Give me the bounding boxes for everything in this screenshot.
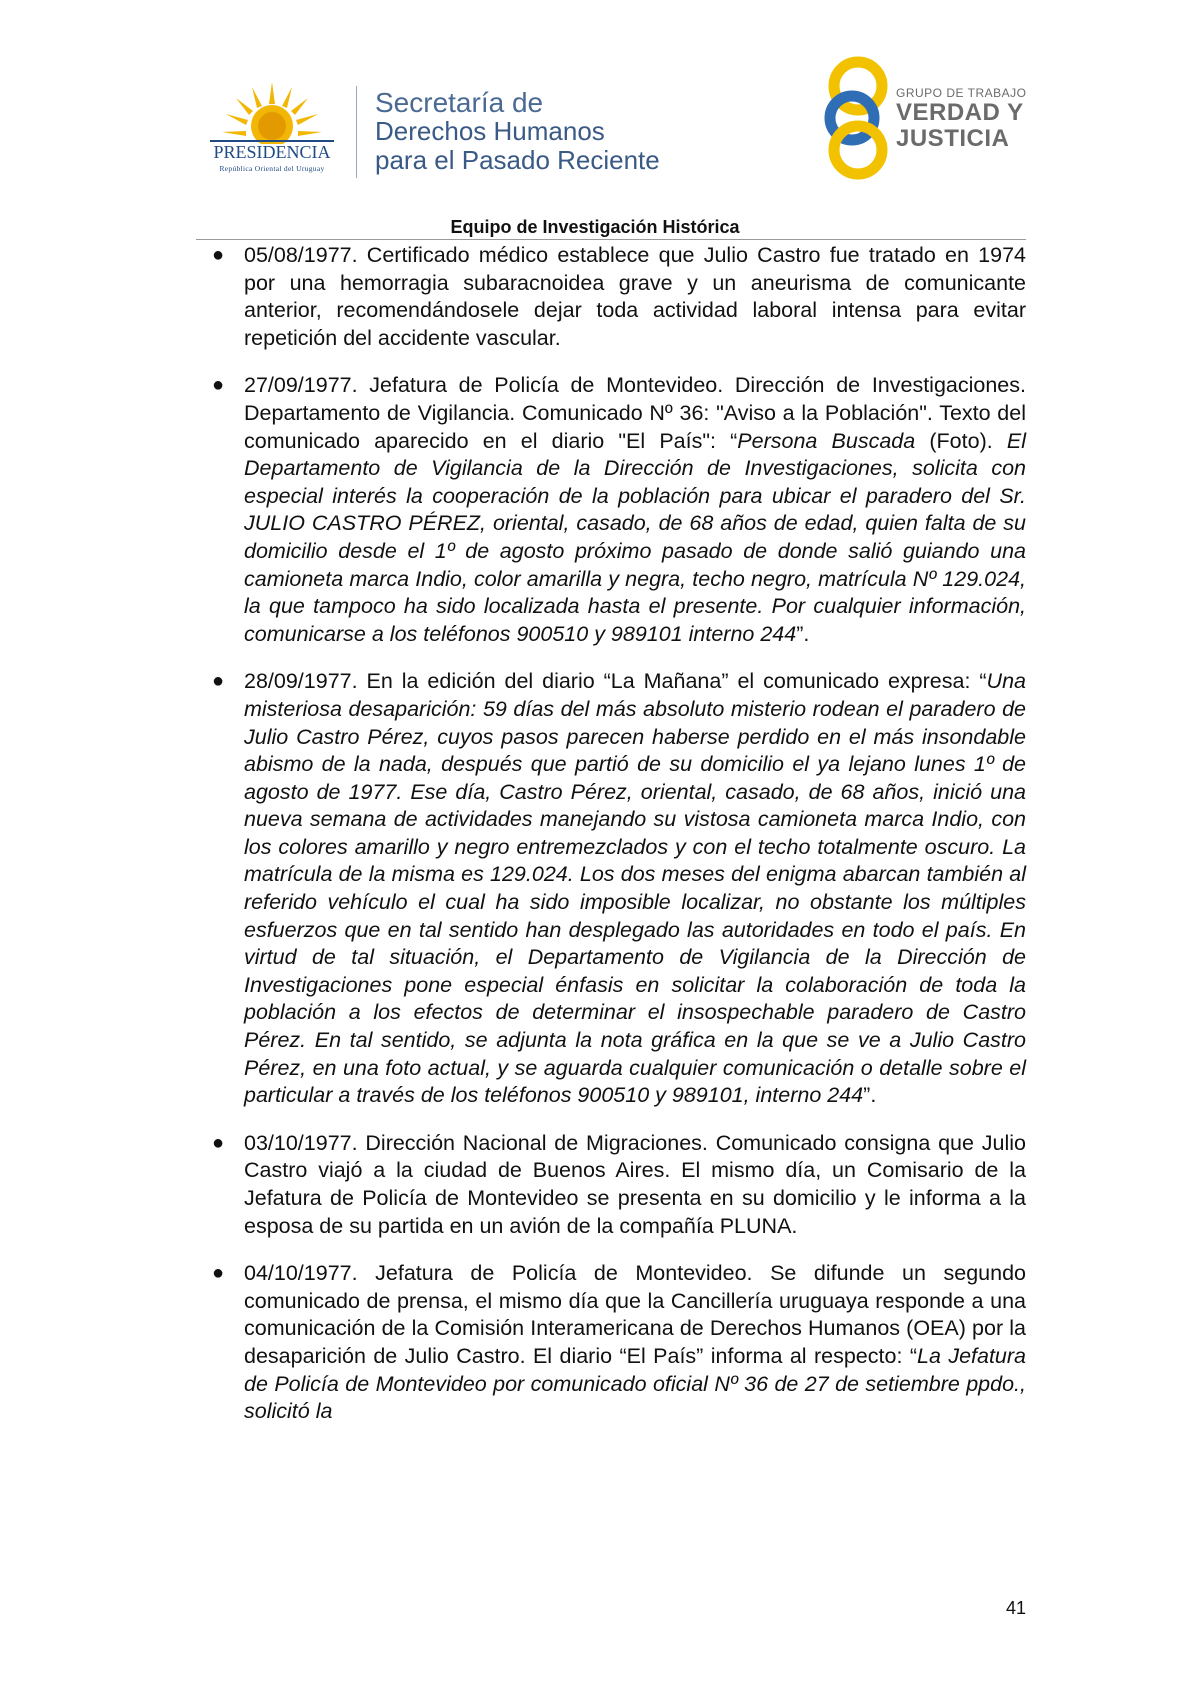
list-item	[200, 1130, 1026, 1240]
presidencia-subtitle: República Oriental del Uruguay	[219, 164, 325, 173]
entry-italic: Una misteriosa desaparición: 59 días del más absoluto misterio rodean el paradero de Julio Castro Pérez, cuyos pasos parecen haberse perdido en el más insondable abismo de la nada, después que partió de su domicilio el ya lejano lunes 1º de agosto de 1977. Ese día, Castro Pérez, oriental, casado, de 68 años, inició una nueva semana de actividades manejando su vistosa camioneta marca Indio, con los colores amarillo y negro entremezclados y con el techo totalmente oscuro. La matrícula de la misma es 129.024. Los dos meses del enigma abarcan también al referido vehículo el cual ha sido imposible localizar, no obstante los múltiples esfuerzos que en tal sentido han desplegado las autoridades en todo el país. En virtud de tal situación, el Departamento de Vigilancia de la Dirección de Investigaciones pone especial énfasis en solicitar la colaboración de toda la población a los efectos de determinar el insospechable paradero de Castro Pérez. En tal sentido, se adjunta la nota gráfica en la que se ve a Julio Castro Pérez, en una foto actual, y se aguarda cualquier comunicación o detalle sobre el particular a través de los teléfonos 900510 y 989101, interno 244	[244, 669, 1026, 1108]
entry-text	[244, 668, 1026, 1110]
presidencia-logo	[196, 78, 348, 178]
entry-plain: ”.	[796, 621, 810, 646]
bullet-icon: ●	[212, 374, 225, 397]
sun-icon	[196, 78, 348, 144]
entry-plain: 05/08/1977. Certificado médico establece que Julio Castro fue tratado en 1974 por una hemorragia subaracnoidea grave y un aneurisma de comunicante anterior, recomendándosele dejar toda actividad laboral intensa para evitar repetición del accidente vascular.	[244, 243, 1026, 350]
presidencia-name: PRESIDENCIA	[213, 142, 331, 162]
logo-divider	[356, 86, 357, 178]
rings-icon	[818, 56, 898, 180]
bullet-icon: ●	[212, 670, 225, 693]
entry-plain: (Foto).	[915, 428, 1007, 453]
document-header	[0, 0, 1190, 220]
entry-text	[244, 372, 1026, 648]
verdad-justicia-text	[896, 86, 1026, 152]
secretaria-line2: Derechos Humanos	[375, 116, 605, 146]
team-title: Equipo de Investigación Histórica	[450, 217, 740, 237]
list-item	[200, 372, 1026, 648]
entry-text	[244, 1260, 1026, 1426]
secretaria-line1: Secretaría de	[375, 87, 544, 118]
list-item	[200, 668, 1026, 1110]
list-item	[200, 242, 1026, 352]
header-rule	[196, 239, 1026, 240]
entry-plain: 27/09/1977. Jefatura de Policía de Montevideo. Dirección de Investigaciones. Departamento de Vigilancia. Comunicado Nº 36: "Aviso a la Población". Texto del comunicado aparecido en el diario "El País": “	[244, 373, 1026, 453]
secretaria-line3: para el Pasado Reciente	[375, 145, 660, 175]
entry-plain: ”.	[863, 1083, 877, 1108]
entry-italic: La Jefatura de Policía de Montevideo por comunicado oficial Nº 36 de 27 de setiembre ppdo., solicitó la	[244, 1343, 1027, 1424]
bullet-icon: ●	[212, 1131, 225, 1154]
entry-plain: 03/10/1977. Dirección Nacional de Migraciones. Comunicado consigna que Julio Castro viajó a la ciudad de Buenos Aires. El mismo día, un Comisario de la Jefatura de Policía de Montevideo se presenta en su domicilio y le informa a la esposa de su partida en un avión de la compañía PLUNA.	[244, 1130, 1026, 1238]
entry-plain: 04/10/1977. Jefatura de Policía de Montevideo. Se difunde un segundo comunicado de prensa, el mismo día que la Cancillería uruguaya responde a una comunicación de la Comisión Interamericana de Derechos Humanos (OEA) por la desaparición de Julio Castro. El diario “El País” informa al respecto: “	[244, 1261, 1026, 1368]
secretaria-logo	[375, 88, 715, 175]
gtvj-line1: VERDAD Y	[896, 99, 1024, 126]
entries-list	[200, 242, 1026, 1446]
gtvj-small-label: GRUPO DE TRABAJO	[896, 86, 1027, 100]
bullet-icon: ●	[212, 244, 225, 266]
bullet-icon: ●	[212, 1262, 225, 1285]
page-number: 41	[1005, 1598, 1026, 1618]
entry-text	[244, 1130, 1026, 1240]
entry-italic: Persona Buscada	[737, 428, 916, 453]
verdad-justicia-logo	[818, 56, 1038, 176]
entry-text	[244, 242, 1026, 352]
entry-plain: 28/09/1977. En la edición del diario “La Mañana” el comunicado expresa: “	[244, 669, 987, 694]
gtvj-line2: JUSTICIA	[896, 125, 1010, 152]
entry-italic: El Departamento de Vigilancia de la Dirección de Investigaciones, solicita con especial interés la cooperación de la población para ubicar el paradero del Sr. JULIO CASTRO PÉREZ, oriental, casado, de 68 años de edad, quien falta de su domicilio desde el 1º de agosto próximo pasado de donde salió guiando una camioneta marca Indio, color amarilla y negra, techo negro, matrícula Nº 129.024, la que tampoco ha sido localizada hasta el presente. Por cualquier información, comunicarse a los teléfonos 900510 y 989101 interno 244	[244, 428, 1026, 646]
list-item	[200, 1260, 1026, 1426]
